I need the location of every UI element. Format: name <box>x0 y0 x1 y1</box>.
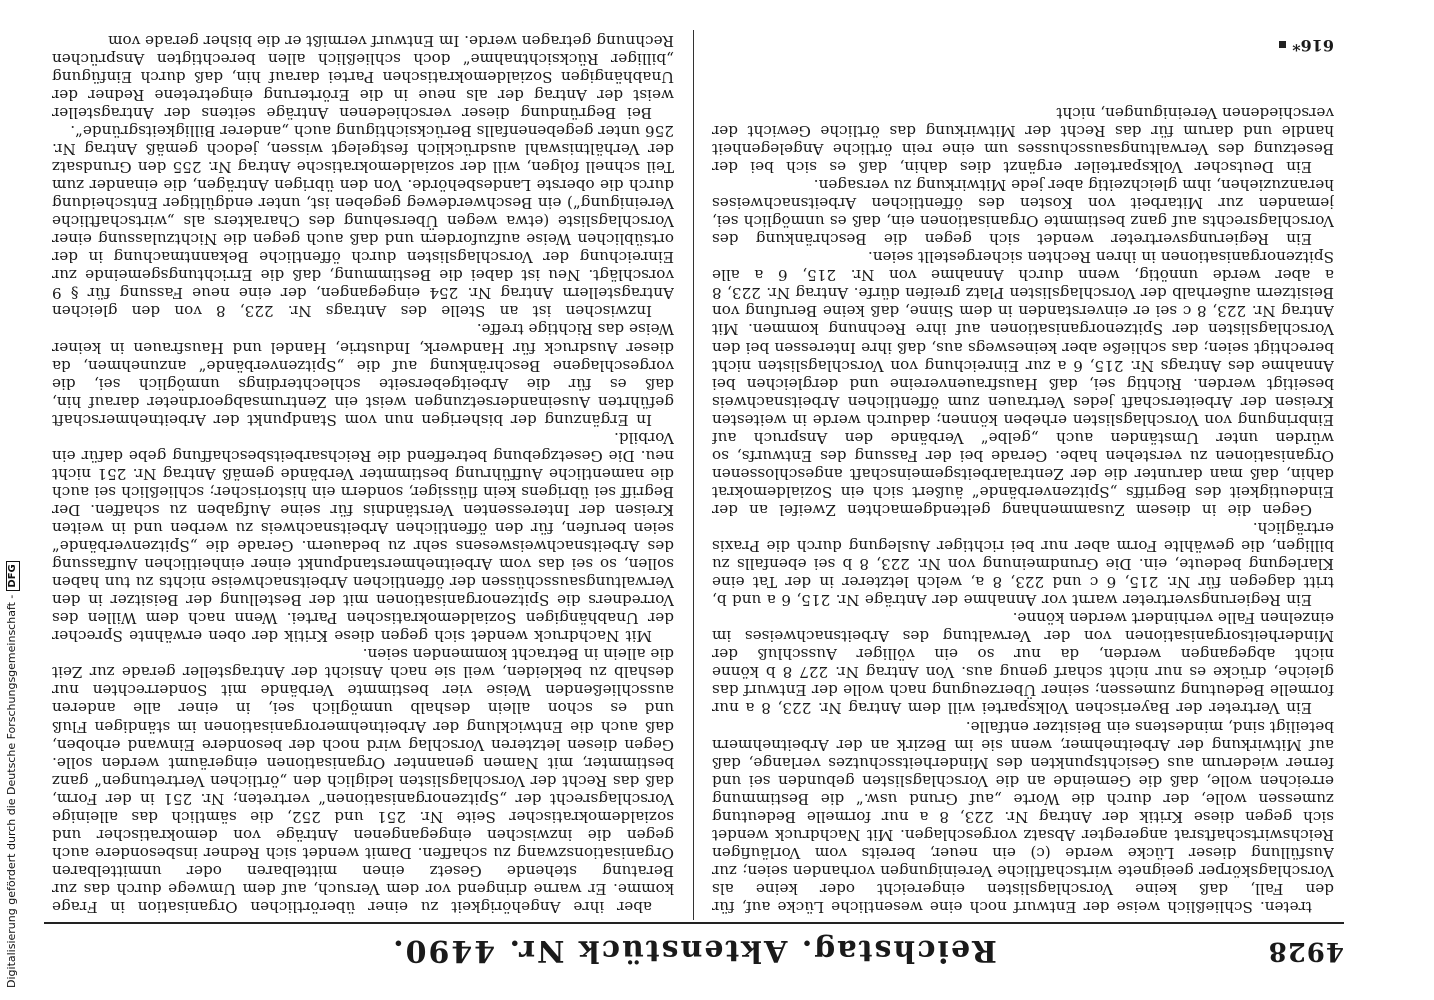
digitization-note-text: Digitalisierung gefördert durch die Deutsche Forschungsgemeinschaft - <box>5 594 18 988</box>
paragraph: Ein Regierungsvertreter wendet sich gegen die Beschränkung des Vorschlagsrechts auf ganz bestimmte Organisationen ein, daß es unmöglich sei, jemanden zur Mitarbeit von Kosten des öffentlichen Arbeitsnachweises heranzuziehen, ihm gleichzeitig aber jede Mitwirkung zu versagen. <box>712 176 1334 249</box>
header-rule <box>44 922 1344 924</box>
paragraph: Gegen die in diesem Zusammenhang geltendgemachten Zweifel an der Eindeutigkeit des Begriffs „Spitzenverbände“ äußert sich ein Sozialdemokrat dahin, daß man darunter die der Zentralarbeitsgemeinschaft angeschlossenen Organisationen zu verstehen habe. Gerade bei der Fassung des Entwurfs, so würden unter Umständen auch „gelbe“ Verbände den Anspruch auf Einbringung von Vorschlagslisten erheben können; dadurch werde in weitesten Kreisen der Arbeiterschaft jedes Vertrauen zum öffentlichen Arbeitsnachweis beseitigt werden. Richtig sei, daß Hausfrauenvereine und dergleichen bei Annahme des Antrags Nr. 215, 6 a zur Einreichung von Vorschlagslisten nicht berechtigt seien; das schließe aber keineswegs aus, daß ihre Interessen bei den Vorschlagslisten der Spitzenorganisationen auf ihre Rechnung kommen. Mit Antrag Nr. 223, 8 c sei er einverstanden in dem Sinne, daß keine Berufung von Beisitzern außerhalb der Vorschlagslisten Platz greifen dürfe. Antrag Nr. 223, 8 a aber werde unnötig, wenn durch Annahme von Nr. 215, 6 a alle Spitzenorganisationen in ihren Rechten sichergestellt seien. <box>712 248 1334 519</box>
text-column-right <box>52 26 674 916</box>
paragraph: treten. Schließlich weise der Entwurf noch eine wesentliche Lücke auf, für den Fall, daß keine Vorschlagslisten eingereicht oder keine als Vorschlagskörper geeignete wirtschaftliche Vereinigungen vorhanden seien; zur Ausfüllung dieser Lücke werde (c) ein neuer, bereits vom Vorläufigen Reichswirtschaftsrat angeregter Absatz vorgeschlagen. Mit Nachdruck wendet sich gegen diese Kritik der Antrag Nr. 223, 8 a nur formelle Bedeutung zumessen wolle, der durch die Worte „auf Grund usw.“ die Bestimmung erreichen wolle, daß die Gemeinde an die Vorschlagslisten gebunden sei und ferner wiederum aus Gesichtspunkten des Minderheitsschutzes verlange, daß auf Mitwirkung der Arbeitnehmer, wenn sie im Bezirk an der Arbeitnehmern beteiligt sind, mindestens ein Beisitzer entfalle. <box>712 717 1334 916</box>
text-column-left <box>712 26 1334 916</box>
column-divider <box>693 30 694 920</box>
dfg-logo: DFG <box>6 561 20 590</box>
paragraph: Ein Deutscher Volksparteiler ergänzt dies dahin, daß es sich bei der Besetzung des Verwaltungsausschusses um eine rein örtliche Angelegenheit handle und darum für das Recht der Mitwirkung das örtliche Gewicht der verschiedenen Vereinigungen, nicht <box>712 103 1334 177</box>
paragraph: Ein Vertreter der Bayerischen Volkspartei will dem Antrag Nr. 223, 8 a nur formelle Bedeutung zumessen; seiner Überzeugung nach wolle der Entwurf das gleiche, drücke es nur nicht scharf genug aus. Von Antrag Nr. 227 8 b könne nicht abgegangen werden, da nur so ein völliger Ausschluß der Minderheitsorganisationen von der Verwaltung des Arbeitsnachweises im einzelnen Falle verhindert werden könne. <box>712 609 1334 718</box>
paragraph: Mit Nachdruck wendet sich gegen diese Kritik der oben erwähnte Sprecher der Unabhängigen Sozialdemokratischen Partei. Wenn nach dem Willen des Vorredners die Spitzenorganisationen mit der Bestellung der Beisitzer in den Verwaltungsausschüssen der öffentlichen Arbeitsnachweise nichts zu tun haben sollen, so sei das vom Arbeitnehmerstandpunkt einer einheitlichen Auffassung des Arbeitsnachweiswesens sehr zu bedauern. Gerade die „Spitzenverbände“ seien berufen, für den öffentlichen Arbeitsnachweis zu werben und in weiten Kreisen der Interessenten Verständnis für seine Aufgaben zu schaffen. Der Begriff sei übrigens kein flüssiger, sondern ein historischer; schließlich sei auch die namentliche Aufführung bestimmter Verbände gemäß Antrag Nr. 251 nicht neu. Die Gesetzgebung betreffend die Reichsarbeitsbeschaffung gebe dafür ein Vorbild. <box>52 428 674 646</box>
signature-mark <box>1279 36 1334 55</box>
digitization-note <box>3 12 21 988</box>
paragraph: Ein Regierungsvertreter warnt vor Annahme der Anträge Nr. 215, 6 a und b, tritt dagegen für Nr. 215, 6 c und 223, 8 a, welch letzterer in der Tat eine Klarlegung bedeute, ein. Die Grundmeinung von Nr. 223, 8 b sei ebenfalls zu billigen, die gewählte Form aber nur bei richtiger Auslegung durch die Praxis erträglich. <box>712 519 1334 610</box>
paragraph: Inzwischen ist an Stelle des Antrags Nr. 223, 8 von den gleichen Antragstellern Antrag Nr. 254 eingegangen, der eine neue Fassung für § 9 vorschlägt. Neu ist dabei die Bestimmung, daß die Errichtungsgemeinde zur Einreichung der Vorschlagslisten durch öffentliche Bekanntmachung in der ortsüblichen Weise aufzufordern und daß auch gegen die Nichtzulassung einer Vorschlagsliste (etwa wegen Übersehung des Charakters als „wirtschaftliche Vereinigung“) ein Beschwerdeweg gegeben ist, unter endgültiger Entscheidung durch die oberste Landesbehörde. Von den übrigen Anträgen, die einander zum Teil schnell folgen, will der sozialdemokratische Antrag Nr. 255 den Grundsatz der Verhältniswahl ausdrücklich festgelegt wissen, jedoch gemäß Antrag Nr. 256 unter gegebenenfalls Berücksichtigung auch „anderer Billigkeitsgründe“. <box>52 121 674 321</box>
paragraph: In Ergänzung der bisherigen nun vom Standpunkt der Arbeitnehmerschaft geführten Auseinandersetzungen weist ein Zentrumsabgeordneter darauf hin, daß es für die Arbeitgeberseite schlechterdings unmöglich sei, die vorgeschlagene Beschränkung auf die „Spitzenverbände“ anzunehmen, da dieser Ausdruck für Handwerk, Industrie, Handel und Hausfrauen in keiner Weise das Richtige treffe. <box>52 320 674 429</box>
paragraph: aber ihre Angehörigkeit zu einer überörtlichen Organisation in Frage komme. Er warne dringend vor dem Versuch, auf dem Umwege durch das zur Beratung stehende Gesetz einen mittelbaren oder unmittelbaren Organisationszwang zu schaffen. Damit wendet sich Redner insbesondere auch gegen die inzwischen eingegangenen Anträge von demokratischer und sozialdemokratischer Seite Nr. 251 und 252, die sämtlich das alleinige Vorschlagsrecht der „Spitzenorganisationen“ vertreten; Nr. 251 in der Form, daß das Recht der Vorschlagslisten lediglich den „örtlichen Vertretungen“ ganz bestimmter, mit Namen genannter Organisationen eingeräumt werden solle. Gegen diesen letzteren Vorschlag wird noch der besondere Einwand erhoben, daß auch die Entwicklung der Arbeitnehmerorganisationen im ständigen Fluß und es schon allein deshalb unmöglich sei, in einer alle anderen ausschließenden Weise vier bestimmte Verbände mit Sonderrechten nur deshalb zu bekleiden, weil sie nach Ansicht der Antragsteller gerade zur Zeit die allein in Betracht kommenden seien. <box>52 645 674 916</box>
bullet-icon <box>1279 41 1286 48</box>
running-title: Reichstag. Aktenstück Nr. 4490. <box>391 933 997 968</box>
paragraph: Bei Begründung dieser verschiedenen Anträge seitens der Antragsteller weist der Antrag der als neue in die Erörterung eingetretene Redner der Unabhängigen Sozialdemokratischen Partei darauf hin, daß durch Einfügung „billiger Rücksichtnahme“ doch schließlich allen berechtigten Ansprüchen Rechnung getragen werde. Im Entwurf vermißt er die bisher gerade vom <box>52 31 674 122</box>
page-number: 4928 <box>1267 936 1344 966</box>
page-header <box>44 928 1344 972</box>
signature-mark-text: 616* <box>1292 36 1334 55</box>
